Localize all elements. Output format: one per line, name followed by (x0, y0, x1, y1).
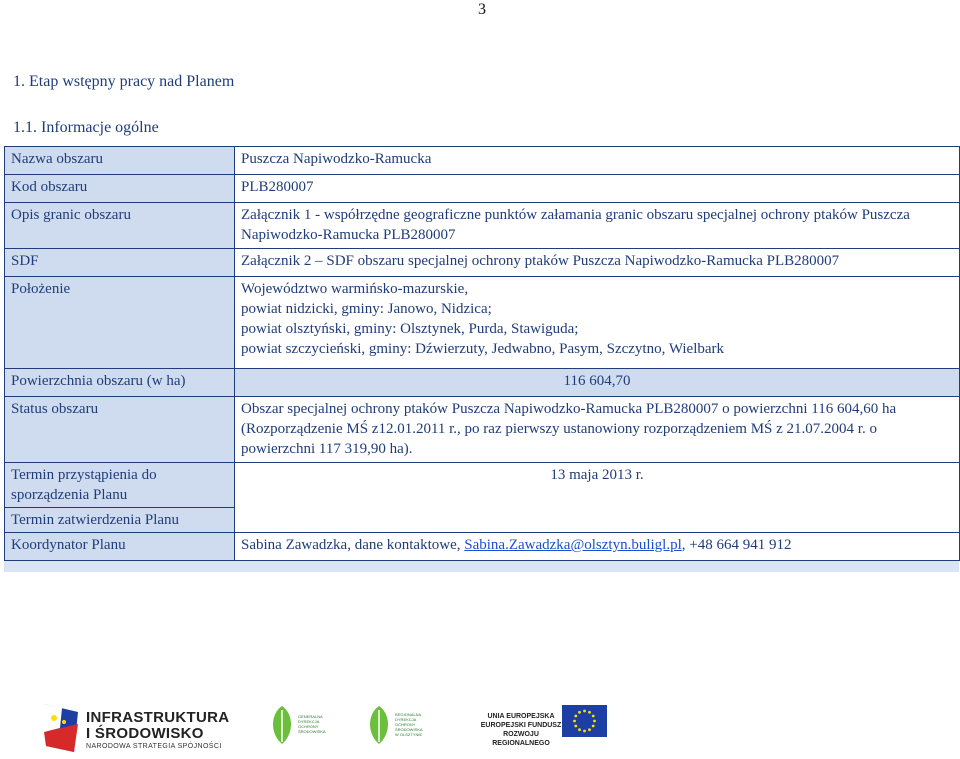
row-value-kod: PLB280007 (235, 175, 960, 203)
row-label-koordynator: Koordynator Planu (5, 533, 235, 561)
row-label-powierzchnia: Powierzchnia obszaru (w ha) (5, 369, 235, 397)
table-row (5, 397, 960, 463)
row-value-koordynator (235, 533, 960, 561)
logo-line: I ŚRODOWISKO (86, 725, 204, 742)
row-label-status: Status obszaru (5, 397, 235, 463)
gdos-text: GENERALNA DYREKCJA OCHRONY ŚRODOWISKA (298, 714, 326, 734)
table-row (5, 533, 960, 561)
row-label-sdf: SDF (5, 249, 235, 277)
eu-label (476, 712, 566, 748)
info-table (4, 146, 960, 561)
row-label-nazwa: Nazwa obszaru (5, 147, 235, 175)
table-row (5, 369, 960, 397)
row-value-polozenie (235, 277, 960, 369)
page-number: 3 (478, 1, 486, 18)
row-value-sdf: Załącznik 2 – SDF obszaru specjalnej ochrony ptaków Puszcza Napiwodzko-Ramucka PLB280007 (235, 249, 960, 277)
row-value-termin-przystapienia: 13 maja 2013 r. (235, 463, 960, 533)
subsection-heading: 1.1. Informacje ogólne (13, 119, 159, 136)
row-value-status: Obszar specjalnej ochrony ptaków Puszcza Napiwodzko-Ramucka PLB280007 o powierzchni 116 604,60 ha (Rozporządzenie MŚ z12.01.2011 r., po raz pierwszy ustanowiony rozporządzeniem MŚ z 21.07.2004 r. o powierzchni 117 319,90 ha). (235, 397, 960, 463)
rdos-text: REGIONALNA DYREKCJA OCHRONY ŚRODOWISKA W OLSZTYNIE (395, 712, 423, 737)
table-row (5, 175, 960, 203)
row-label-termin-przystapienia: Termin przystąpienia do sporządzenia Planu (5, 463, 235, 508)
row-label-opis: Opis granic obszaru (5, 203, 235, 249)
polozenie-line: powiat olsztyński, gminy: Olsztynek, Purda, Stawiguda; (241, 321, 579, 337)
table-row (5, 249, 960, 277)
koordynator-phone: , +48 664 941 912 (681, 537, 792, 553)
infrastruktura-logo (86, 710, 229, 742)
eu-line: UNIA EUROPEJSKA (487, 713, 555, 720)
gdos-leaf-icon (268, 704, 296, 746)
table-row (5, 147, 960, 175)
footer-logos (0, 690, 960, 759)
table-row (5, 277, 960, 369)
row-value-opis: Załącznik 1 - współrzędne geograficzne punktów załamania granic obszaru specjalnej ochrony ptaków Puszcza Napiwodzko-Ramucka PLB280007 (235, 203, 960, 249)
rdos-leaf-icon (365, 704, 393, 746)
koordynator-name: Sabina Zawadzka, dane kontaktowe, (241, 537, 465, 553)
logo-line: INFRASTRUKTURA (86, 709, 230, 726)
coordinator-email-link[interactable]: Sabina.Zawadzka@olsztyn.buligl.pl (464, 537, 682, 553)
table-row (5, 463, 960, 508)
infrastruktura-flag-icon (40, 698, 82, 756)
row-value-nazwa: Puszcza Napiwodzko-Ramucka (235, 147, 960, 175)
row-label-kod: Kod obszaru (5, 175, 235, 203)
row-label-polozenie: Położenie (5, 277, 235, 369)
polozenie-line: powiat nidzicki, gminy: Janowo, Nidzica; (241, 301, 492, 317)
table-row (5, 203, 960, 249)
polozenie-line: Województwo warmińsko-mazurskie, (241, 281, 469, 297)
eu-line: EUROPEJSKI FUNDUSZ (480, 722, 562, 729)
row-label-termin-zatwierdzenia: Termin zatwierdzenia Planu (5, 508, 235, 533)
polozenie-line: powiat szczycieński, gminy: Dźwierzuty, Jedwabno, Pasym, Szczytno, Wielbark (241, 341, 725, 357)
eu-line: ROZWOJU REGIONALNEGO (492, 731, 550, 747)
eu-flag-icon (562, 705, 607, 737)
row-value-powierzchnia: 116 604,70 (235, 369, 960, 397)
section-heading: 1. Etap wstępny pracy nad Planem (13, 73, 235, 90)
strategy-text: NARODOWA STRATEGIA SPÓJNOŚCI (86, 743, 222, 750)
